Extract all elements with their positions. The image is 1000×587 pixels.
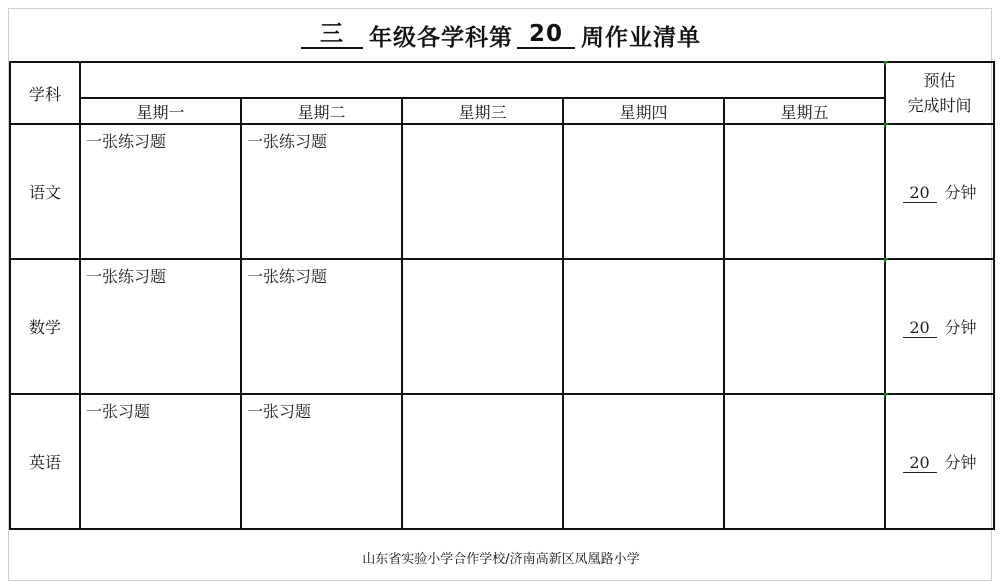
minutes-unit: 分钟 — [944, 453, 977, 472]
cell-corner-marker — [884, 61, 889, 66]
homework-cell: 一张习题 — [241, 394, 402, 529]
homework-cell — [402, 124, 563, 259]
homework-cell: 一张练习题 — [241, 124, 402, 259]
subject-math: 数学 — [10, 259, 80, 394]
table-row — [10, 259, 994, 394]
table-row — [10, 124, 994, 259]
subject-english: 英语 — [10, 394, 80, 529]
homework-cell — [724, 124, 885, 259]
homework-cell — [402, 259, 563, 394]
cell-corner-marker — [884, 123, 889, 128]
time-header-line2: 完成时间 — [907, 96, 972, 115]
table-row — [10, 394, 994, 529]
time-cell — [885, 259, 994, 394]
homework-cell: 一张练习题 — [80, 259, 241, 394]
time-cell — [885, 394, 994, 529]
homework-cell — [563, 259, 724, 394]
school-footer: 山东省实验小学合作学校/济南高新区凤凰路小学 — [362, 552, 640, 567]
minutes-unit: 分钟 — [944, 183, 977, 202]
homework-cell: 一张练习题 — [80, 124, 241, 259]
homework-cell: 一张练习题 — [241, 259, 402, 394]
day-header-thu: 星期四 — [563, 98, 724, 124]
title-grade: 三 — [301, 21, 363, 49]
homework-cell: 一张习题 — [80, 394, 241, 529]
minutes-value: 20 — [903, 318, 937, 338]
day-header-fri: 星期五 — [724, 98, 885, 124]
sheet-title — [9, 9, 993, 61]
day-header-mon: 星期一 — [80, 98, 241, 124]
blank-header — [80, 62, 885, 98]
subject-chinese: 语文 — [10, 124, 80, 259]
homework-table — [9, 61, 995, 530]
subject-header — [10, 62, 80, 124]
homework-cell — [402, 394, 563, 529]
subject-header-label: 学科 — [28, 84, 61, 104]
homework-cell — [724, 259, 885, 394]
day-header-wed: 星期三 — [402, 98, 563, 124]
title-end: 周作业清单 — [581, 24, 701, 51]
homework-cell — [563, 124, 724, 259]
title-middle: 年级各学科第 — [369, 24, 513, 51]
day-header-tue: 星期二 — [241, 98, 402, 124]
homework-cell — [563, 394, 724, 529]
homework-cell — [724, 394, 885, 529]
time-header — [885, 62, 994, 124]
title-week: 20 — [517, 21, 575, 49]
homework-sheet — [8, 8, 992, 581]
cell-corner-marker — [884, 258, 889, 263]
time-header-line1: 预估 — [923, 71, 956, 90]
minutes-value: 20 — [903, 453, 937, 473]
minutes-value: 20 — [903, 183, 937, 203]
cell-corner-marker — [884, 393, 889, 398]
minutes-unit: 分钟 — [944, 318, 977, 337]
time-cell — [885, 124, 994, 259]
